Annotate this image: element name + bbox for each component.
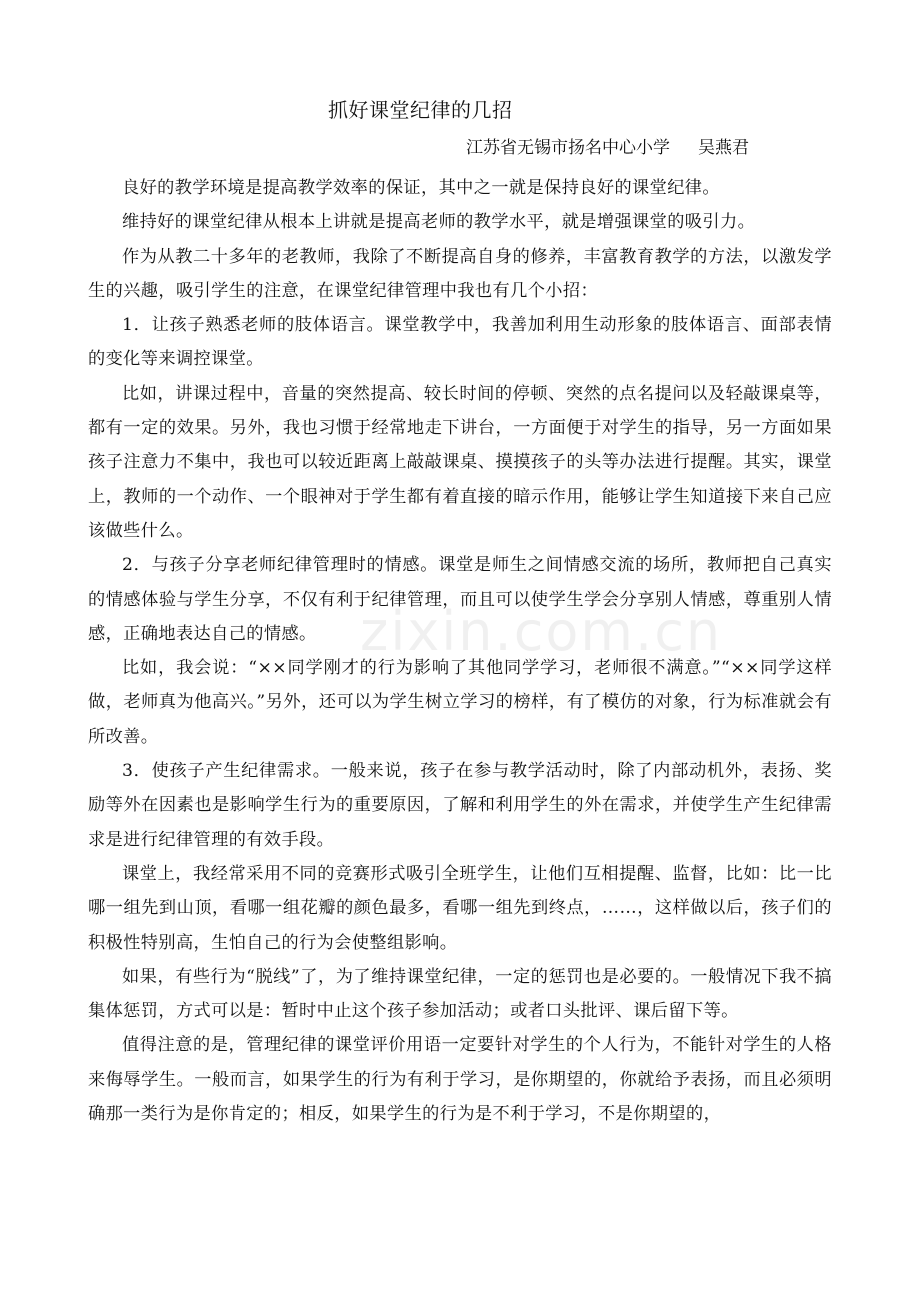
paragraph: 作为从教二十多年的老教师，我除了不断提高自身的修养，丰富教育教学的方法，以激发学生的兴趣，吸引学生的注意，在课堂纪律管理中我也有几个小招： bbox=[88, 246, 832, 301]
paragraph: 比如，我会说：“××同学刚才的行为影响了其他同学学习，老师很不满意。”“××同学这样做，老师真为他高兴。”另外，还可以为学生树立学习的榜样，有了模仿的对象，行为标准就会有所改善。 bbox=[88, 658, 832, 747]
paragraph: 1．让孩子熟悉老师的肢体语言。课堂教学中，我善加利用生动形象的肢体语言、面部表情的变化等来调控课堂。 bbox=[88, 315, 832, 370]
author-school: 江苏省无锡市扬名中心小学 bbox=[466, 138, 670, 158]
paragraph: 维持好的课堂纪律从根本上讲就是提高老师的教学水平，就是增强课堂的吸引力。 bbox=[122, 212, 756, 233]
author-name: 吴燕君 bbox=[698, 138, 749, 158]
watermark: zixin.com.cn bbox=[360, 600, 723, 663]
paragraph: 3．使孩子产生纪律需求。一般来说，孩子在参与教学活动时，除了内部动机外，表扬、奖励等外在因素也是影响学生行为的重要原因，了解和利用学生的外在需求，并使学生产生纪律需求是进行纪律管理的有效手段。 bbox=[88, 761, 832, 850]
paragraph: 值得注意的是，管理纪律的课堂评价用语一定要针对学生的个人行为，不能针对学生的人格来侮辱学生。一般而言，如果学生的行为有利于学习，是你期望的，你就给予表扬，而且必须明确那一类行为是你肯定的；相反，如果学生的行为是不利于学习，不是你期望的， bbox=[88, 1035, 832, 1125]
paragraph: 比如，讲课过程中，音量的突然提高、较长时间的停顿、突然的点名提问以及轻敲课桌等，都有一定的效果。另外，我也习惯于经常地走下讲台，一方面便于对学生的指导，另一方面如果孩子注意力不集中，我也可以较近距离上敲敲课桌、摸摸孩子的头等办法进行提醒。其实，课堂上，教师的一个动作、一个眼神对于学生都有着直接的暗示作用，能够让学生知道接下来自己应该做些什么。 bbox=[88, 383, 832, 541]
author-line bbox=[466, 136, 749, 160]
paragraph: 课堂上，我经常采用不同的竞赛形式吸引全班学生，让他们互相提醒、监督，比如：比一比哪一组先到山顶，看哪一组花瓣的颜色最多，看哪一组先到终点，……，这样做以后，孩子们的积极性特别高，生怕自己的行为会使整组影响。 bbox=[88, 863, 832, 953]
document-title: 抓好课堂纪律的几招 bbox=[328, 98, 513, 122]
paragraph: 如果，有些行为“脱线”了，为了维持课堂纪律，一定的惩罚也是必要的。一般情况下我不搞集体惩罚，方式可以是：暂时中止这个孩子参加活动；或者口头批评、课后留下等。 bbox=[88, 966, 832, 1022]
document-body bbox=[88, 171, 832, 1131]
paragraph: 良好的教学环境是提高教学效率的保证，其中之一就是保持良好的课堂纪律。 bbox=[122, 178, 720, 198]
paragraph: 2．与孩子分享老师纪律管理时的情感。课堂是师生之间情感交流的场所，教师把自己真实的情感体验与学生分享，不仅有利于纪律管理，而且可以使学生学会分享别人情感，尊重别人情感，正确地表达自己的情感。 bbox=[88, 555, 832, 644]
